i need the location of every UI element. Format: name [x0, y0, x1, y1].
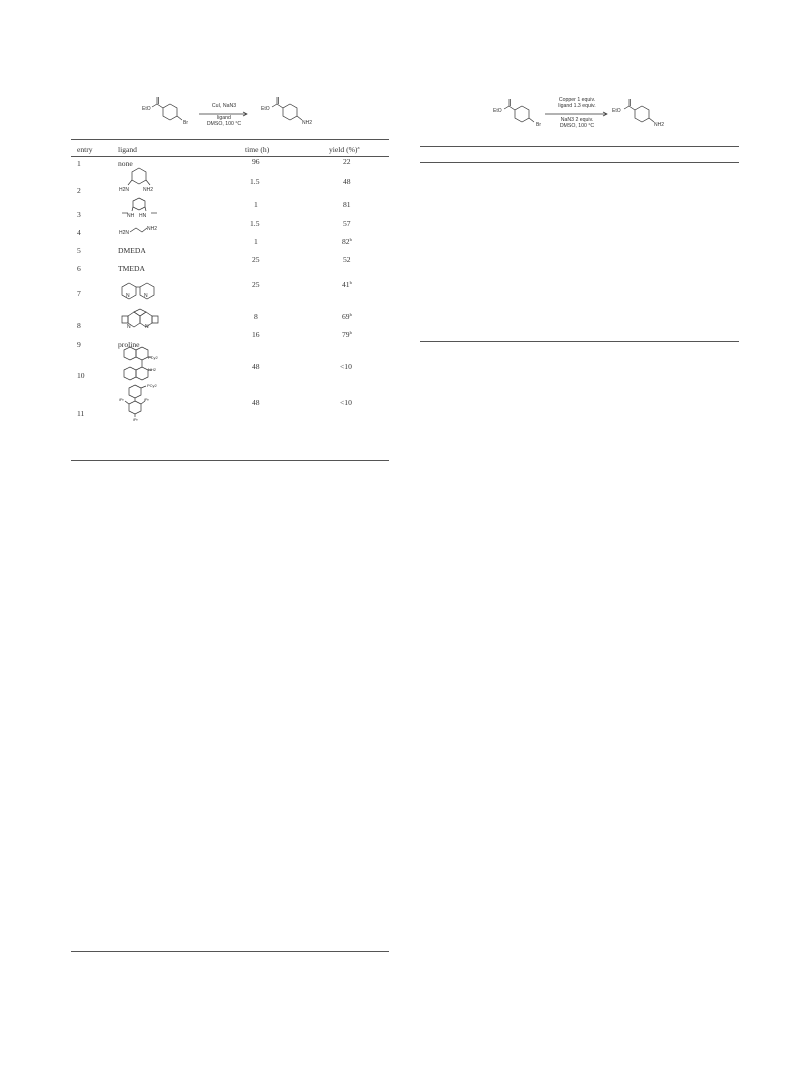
yield-11: <10 [340, 398, 352, 407]
left-arrow-bottom-2: DMSO, 100 °C [206, 121, 242, 127]
entry-1: 1 [77, 159, 81, 168]
time-5: 1 [254, 237, 258, 246]
ligand-4-structure [130, 226, 148, 234]
yield-6: 52 [343, 255, 351, 264]
header-time: time (h) [245, 145, 270, 154]
ligand-10-nh2: NH2 [148, 367, 157, 372]
ligand-3-hn: HN [139, 213, 147, 219]
time-1: 96 [252, 157, 260, 166]
left-reactant-structure [148, 96, 188, 128]
right-table-bottom-rule [420, 341, 739, 342]
time-9: 16 [252, 330, 260, 339]
ligand-2-h2n: H2N [119, 187, 130, 193]
time-6: 25 [252, 255, 260, 264]
yield-7: 41$^b$ [342, 280, 352, 289]
left-product-nh2: NH2 [302, 120, 313, 126]
ligand-8-n-left: N [127, 324, 131, 330]
right-table-header-rule [420, 162, 739, 163]
entry-6: 6 [77, 264, 81, 273]
header-entry: entry [77, 145, 93, 154]
yield-4: 57 [343, 219, 351, 228]
entry-8: 8 [77, 321, 81, 330]
yield-9: 79$^b$ [342, 330, 352, 339]
ligand-1-text: none [118, 159, 133, 168]
table-top-rule [71, 139, 389, 140]
ligand-8-structure [119, 309, 161, 331]
right-reactant-br: Br [536, 122, 541, 128]
yield-3: 81 [343, 200, 351, 209]
entry-5: 5 [77, 246, 81, 255]
ligand-6-text: TMEDA [118, 264, 145, 273]
left-reactant-br: Br [183, 120, 188, 126]
time-10: 48 [252, 362, 260, 371]
ligand-11-ipr-left: iPr [119, 397, 124, 402]
right-product-nh2: NH2 [654, 122, 665, 128]
entry-7: 7 [77, 289, 81, 298]
ligand-11-structure [120, 384, 160, 420]
right-arrow-top-2: ligand 1.3 equiv. [558, 103, 596, 109]
time-4: 1.5 [250, 219, 260, 228]
time-11: 48 [252, 398, 260, 407]
entry-2: 2 [77, 186, 81, 195]
yield-2: 48 [343, 177, 351, 186]
table-header-rule [71, 156, 389, 157]
time-2: 1.5 [250, 177, 260, 186]
ligand-3-nh: NH [127, 213, 135, 219]
entry-11: 11 [77, 409, 85, 418]
header-ligand: ligand [118, 145, 137, 154]
left-reactant-eto: EtO [142, 106, 151, 112]
right-product-eto: EtO [612, 108, 621, 114]
ligand-11-ipr-bottom: iPr [133, 417, 138, 422]
ligand-10-structure [119, 346, 159, 384]
left-arrow-top: CuI, NaN3 [211, 103, 237, 109]
ligand-8-n-right: N [145, 324, 149, 330]
ligand-4-nh2: NH2 [147, 226, 158, 232]
ligand-2-nh2: NH2 [143, 187, 154, 193]
right-arrow-bottom-1: NaN3 2 equiv. [560, 117, 594, 123]
yield-1: 22 [343, 157, 351, 166]
ligand-11-ipr-right: iPr [144, 397, 149, 402]
ligand-7-n-right: N [144, 293, 148, 299]
ligand-10-pcy2: PCy2 [148, 355, 158, 360]
ligand-9-text: proline [118, 340, 140, 349]
entry-4: 4 [77, 228, 81, 237]
yield-10: <10 [340, 362, 352, 371]
ligand-7-structure [119, 281, 159, 301]
yield-8: 69$^b$ [342, 312, 352, 321]
right-reactant-eto: EtO [493, 108, 502, 114]
time-7: 25 [252, 280, 260, 289]
right-arrow-bottom-2: DMSO, 100 °C [559, 123, 595, 129]
table-bottom-rule [71, 460, 389, 461]
entry-3: 3 [77, 210, 81, 219]
left-arrow-bottom-1: ligand [217, 115, 231, 121]
time-3: 1 [254, 200, 258, 209]
ligand-4-h2n: H2N [119, 230, 130, 236]
yield-5: 82$^b$ [342, 237, 352, 246]
ligand-5-text: DMEDA [118, 246, 146, 255]
entry-9: 9 [77, 340, 81, 349]
right-arrow-top-1: Copper 1 equiv. [558, 97, 596, 103]
left-product-eto: EtO [261, 106, 270, 112]
ligand-7-n-left: N [126, 293, 130, 299]
header-yield: yield (%)$^a$ [329, 145, 360, 154]
time-8: 8 [254, 312, 258, 321]
ligand-11-pcy2: PCy2 [147, 383, 157, 388]
right-table-top-rule [420, 146, 739, 147]
entry-10: 10 [77, 371, 85, 380]
page-bottom-rule [71, 951, 389, 952]
